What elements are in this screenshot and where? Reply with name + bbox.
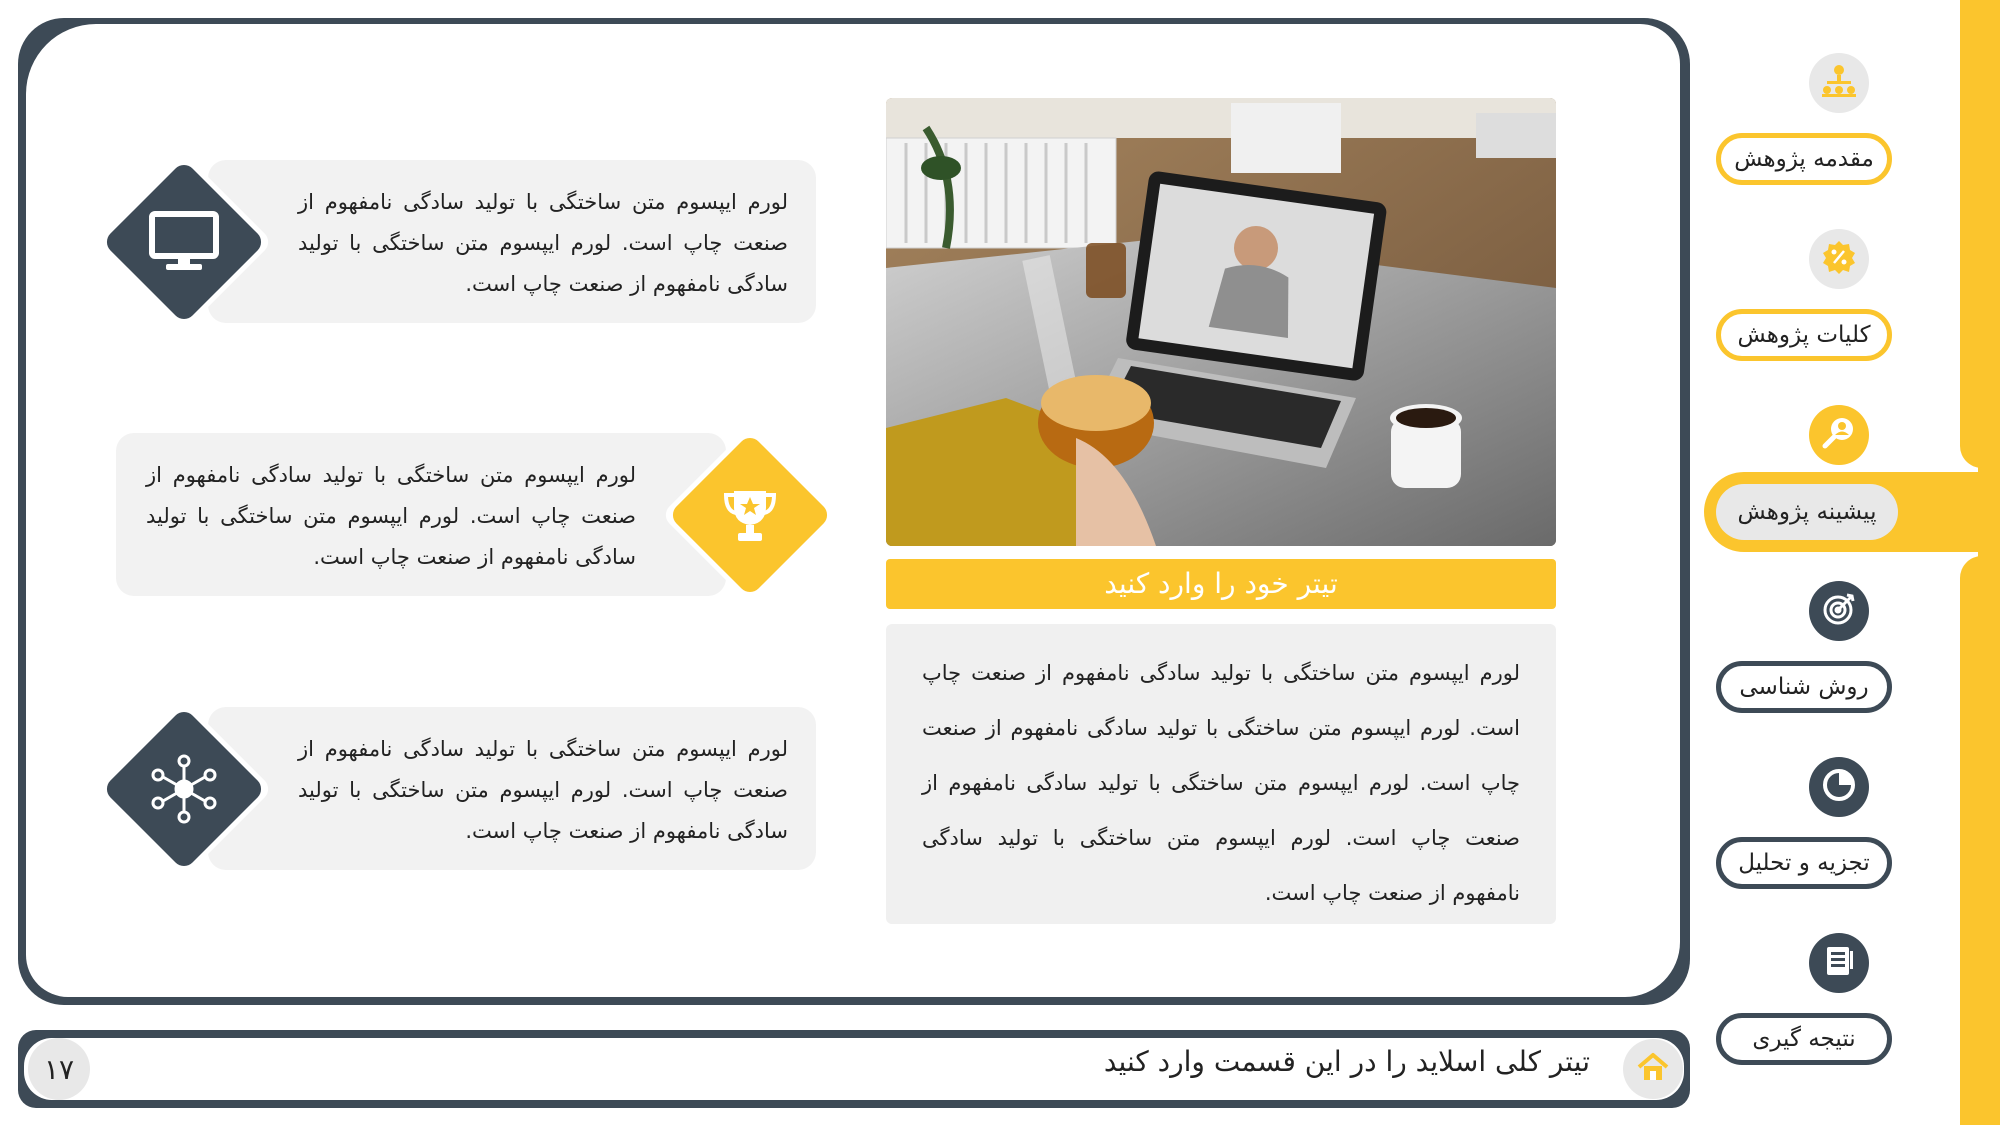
sidebar-icon-conclusion[interactable] — [1809, 933, 1869, 993]
monitor-icon — [148, 210, 220, 274]
sidebar-accent-curve-lower — [1960, 556, 1982, 1125]
sidebar-icon-intro[interactable] — [1809, 53, 1869, 113]
feature-diamond-3 — [102, 707, 266, 871]
caption-bar: تیتر خود را وارد کنید — [886, 559, 1556, 609]
sidebar-item-analysis[interactable] — [1716, 837, 1892, 889]
hierarchy-icon — [1821, 63, 1857, 103]
sidebar-item-label: تجزیه و تحلیل — [1738, 850, 1870, 876]
pie-chart-icon — [1821, 767, 1857, 807]
body-text: لورم ایپسوم متن ساختگی با تولید سادگی نامفهوم از صنعت چاپ است. لورم ایپسوم متن ساختگی با تولید سادگی نامفهوم از صنعت چاپ است. لورم ایپسوم متن ساختگی با تولید سادگی نامفهوم از صنعت چاپ است. لورم ایپسوم متن ساختگی با تولید سادگی نامفهوم از صنعت چاپ است. — [886, 624, 1556, 924]
network-icon — [148, 753, 220, 825]
feature-card-2 — [116, 433, 726, 596]
sidebar-item-label: نتیجه گیری — [1752, 1026, 1856, 1052]
search-user-icon — [1820, 414, 1858, 456]
target-icon — [1821, 591, 1857, 631]
feature-diamond-1 — [102, 160, 266, 324]
document-list-icon — [1821, 943, 1857, 983]
sidebar-item-intro[interactable] — [1716, 133, 1892, 185]
home-icon — [1636, 1052, 1670, 1086]
feature-text: لورم ایپسوم متن ساختگی با تولید سادگی نامفهوم از صنعت چاپ است. لورم ایپسوم متن ساختگی با تولید سادگی نامفهوم از صنعت چاپ است. — [146, 463, 636, 569]
sidebar-accent-curve — [1960, 0, 1982, 468]
feature-card-3 — [208, 707, 816, 870]
slide-title: تیتر کلی اسلاید را در این قسمت وارد کنید — [1103, 1045, 1590, 1078]
sidebar-item-background[interactable] — [1716, 484, 1898, 540]
feature-text: لورم ایپسوم متن ساختگی با تولید سادگی نامفهوم از صنعت چاپ است. لورم ایپسوم متن ساختگی با تولید سادگی نامفهوم از صنعت چاپ است. — [298, 190, 788, 296]
feature-diamond-2 — [668, 433, 832, 597]
sidebar-icon-methodology[interactable] — [1809, 581, 1869, 641]
home-button[interactable] — [1623, 1039, 1683, 1099]
feature-text: لورم ایپسوم متن ساختگی با تولید سادگی نامفهوم از صنعت چاپ است. لورم ایپسوم متن ساختگی با تولید سادگی نامفهوم از صنعت چاپ است. — [298, 737, 788, 843]
sidebar-icon-background[interactable] — [1809, 405, 1869, 465]
sidebar-item-conclusion[interactable] — [1716, 1013, 1892, 1065]
sidebar-item-label: روش شناسی — [1739, 674, 1869, 700]
sidebar-icon-analysis[interactable] — [1809, 757, 1869, 817]
percent-badge-icon — [1821, 239, 1857, 279]
sidebar-item-methodology[interactable] — [1716, 661, 1892, 713]
sidebar-icon-overview[interactable] — [1809, 229, 1869, 289]
sidebar-item-label: کلیات پژوهش — [1737, 322, 1871, 348]
video-call-photo — [886, 98, 1556, 546]
sidebar-item-label: مقدمه پژوهش — [1734, 146, 1874, 172]
sidebar-item-overview[interactable] — [1716, 309, 1892, 361]
feature-card-1 — [208, 160, 816, 323]
sidebar-item-label: پیشینه پژوهش — [1737, 499, 1877, 525]
trophy-icon — [720, 485, 780, 545]
page-number: ۱۷ — [28, 1038, 90, 1100]
